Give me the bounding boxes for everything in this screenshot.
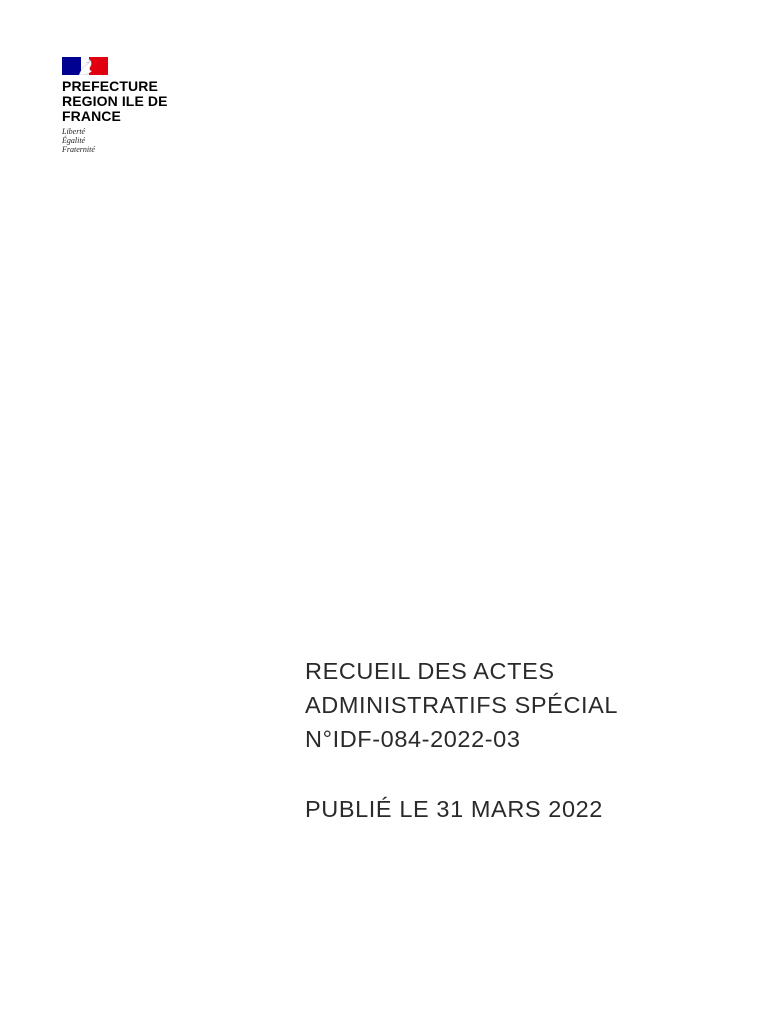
marianne-logo-icon: [62, 57, 108, 75]
document-title: [305, 654, 745, 756]
prefecture-name: [62, 79, 202, 124]
motto-fraternite: Fraternité: [62, 145, 95, 154]
document-title-line: N°IDF-084-2022-03: [305, 726, 521, 752]
prefecture-name-line: PREFECTURE: [62, 78, 158, 94]
document-title-line: RECUEIL DES ACTES: [305, 658, 555, 684]
prefecture-logo-block: [62, 57, 202, 154]
prefecture-name-line: FRANCE: [62, 108, 121, 124]
prefecture-name-line: REGION ILE DE: [62, 93, 168, 109]
motto-egalite: Égalité: [62, 136, 86, 145]
motto-liberte: Liberté: [62, 127, 86, 136]
document-title-line: ADMINISTRATIFS SPÉCIAL: [305, 692, 619, 718]
republic-motto: [62, 127, 202, 154]
publication-date: PUBLIÉ LE 31 MARS 2022: [305, 796, 603, 822]
